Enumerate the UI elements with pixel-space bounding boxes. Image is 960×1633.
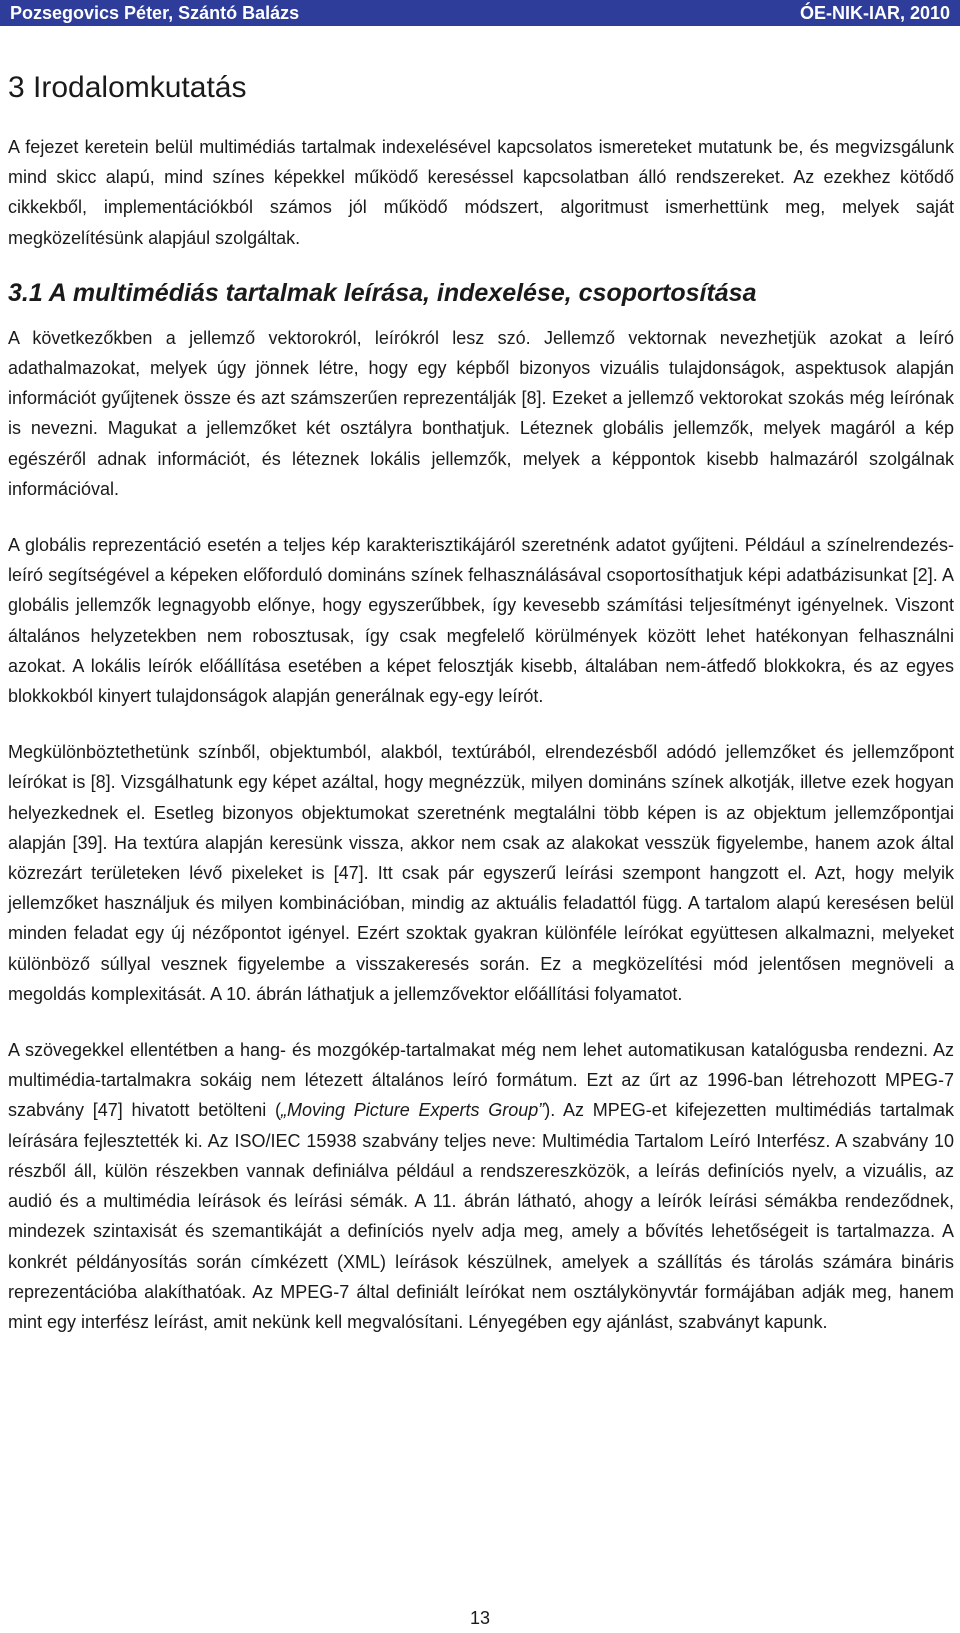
paragraph-mpeg7 [8, 1035, 954, 1337]
section-title: 3.1 A multimédiás tartalmak leírása, indexelése, csoportosítása [8, 278, 757, 307]
mpeg7-text-part-1: A szövegekkel ellentétben a hang- és mozgókép-tartalmakat még nem lehet automatikusan katalógusba rendezni. Az multimédia-tartalmakra sokáig nem létezett általános leíró formátum. Ezt az űrt az 1996-ban létrehozott MPEG-7 szabvány [47] hivatott betölteni ( [8, 1040, 954, 1121]
mpeg7-text-part-2: ). Az MPEG-et kifejezetten multimédiás tartalmak leírására fejlesztették ki. Az ISO/IEC 15938 szabvány teljes neve: Multimédia Tartalom Leíró Interfész. A szabvány 10 részből áll, külön részekben vannak definiálva például a rendszereszközök, a leírás definíciós nyelv, a vizuális, az audió és a multimédia leírások és leírási sémák. A 11. ábrán látható, ahogy a leírók leírási sémákba rendeződnek, mindezek szintaxisát és szemantikáját a definíciós nyelv adja meg, amely a bővítés lehetőségeit is tartalmazza. A konkrét példányosítás során címkézett (XML) leírások készülnek, amelyek a szállítás és tárolás számára bináris reprezentációba alakíthatóak. Az MPEG-7 által definiált leírókat nem osztálykönyvtár formájában adják meg, hanem mint egy interfész leírást, amit nekünk kell megvalósítani. Lényegében egy ajánlást, szabványt kapunk. [8, 1100, 954, 1332]
page-number: 13 [469, 1608, 491, 1628]
header-authors: Pozsegovics Péter, Szántó Balázs [10, 2, 300, 23]
mpeg7-acronym-expansion: „Moving Picture Experts Group” [281, 1100, 545, 1121]
paragraph-feature-types: Megkülönböztethetünk színből, objektumból, alakból, textúrából, elrendezésből adódó jellemzőket és jellemzőpont leírókat is [8]. Vizsgálhatunk egy képet azáltal, hogy megnézzük, milyen domináns színek alkotják, illetve ezek hogyan helyezkednek el. Esetleg bizonyos objektumokat szeretnénk megtalálni több képen is az objektum jellemzőpontjai alapján [39]. Ha textúra alapján keresünk vissza, akkor nem csak az alakokat vesszük figyelembe, hanem azok által közrezárt területeken lévő pixeleket is [47]. Itt csak pár egyszerű leírási szempont hangzott el. Azt, hogy melyik jellemzőket használjuk és milyen kombinációban, mindig az aktuális feladattól függ. A tartalom alapú keresésen belül minden feladat egy új nézőpontot igényel. Ezért szoktak gyakran különféle leírókat együttesen alkalmazni, melyeket különböző súllyal vesznek figyelembe a visszakeresés során. Ez a megközelítési mód jelentősen megnöveli a megoldás komplexitását. A 10. ábrán láthatjuk a jellemzővektor előállítási folyamatot. [8, 742, 954, 1004]
chapter-intro-paragraph: A fejezet keretein belül multimédiás tartalmak indexelésével kapcsolatos ismereteket mutatunk be, és megvizsgálunk mind skicc alapú, mind színes képekkel működő kereséssel kapcsolatban álló rendszereket. Az ezekhez kötődő cikkekből, implementációkból számos jól működő módszert, algoritmust ismerhettünk meg, melyek saját megközelítésünk alapjául szolgáltak. [8, 137, 954, 248]
running-header [0, 0, 960, 26]
paragraph-global-representation: A globális reprezentáció esetén a teljes kép karakterisztikájáról szeretnénk adatot gyűjteni. Például a színelrendezés-leíró segítségével a képeken előforduló domináns színek felhasználásával csoportosíthatjuk képi adatbázisunkat [2]. A globális jellemzők legnagyobb előnye, hogy egyszerűbbek, így kevesebb számítási teljesítményt igényelnek. Viszont általános helyzetekben nem robosztusak, így csak megfelelő körülmények között lehet hatékonyan felhasználni azokat. A lokális leírók előállítása esetében a képet felosztják kisebb, általában nem-átfedő blokkokra, és az egyes blokkokból kinyert tulajdonságok alapján generálnak egy-egy leírót. [8, 535, 954, 707]
paragraph-feature-vectors: A következőkben a jellemző vektorokról, leírókról lesz szó. Jellemző vektornak nevezhetjük azokat a leíró adathalmazokat, melyek úgy jönnek létre, hogy egy képből bizonyos vizuális tulajdonságok, aspektusok alapján információt gyűjtenek össze és azt számszerűen reprezentálják [8]. Ezeket a jellemző vektorokat szokás még leírónak is nevezni. Magukat a jellemzőket két osztályra bonthatjuk. Léteznek globális jellemzők, melyek magáról a kép egészéről adnak információt, és léteznek lokális jellemzők, melyek a képpontok kisebb halmazáról szolgálnak információval. [8, 327, 954, 499]
chapter-title: 3 Irodalomkutatás [8, 71, 247, 104]
page-content [8, 70, 954, 1337]
header-report-id: ÓE-NIK-IAR, 2010 [799, 2, 950, 23]
